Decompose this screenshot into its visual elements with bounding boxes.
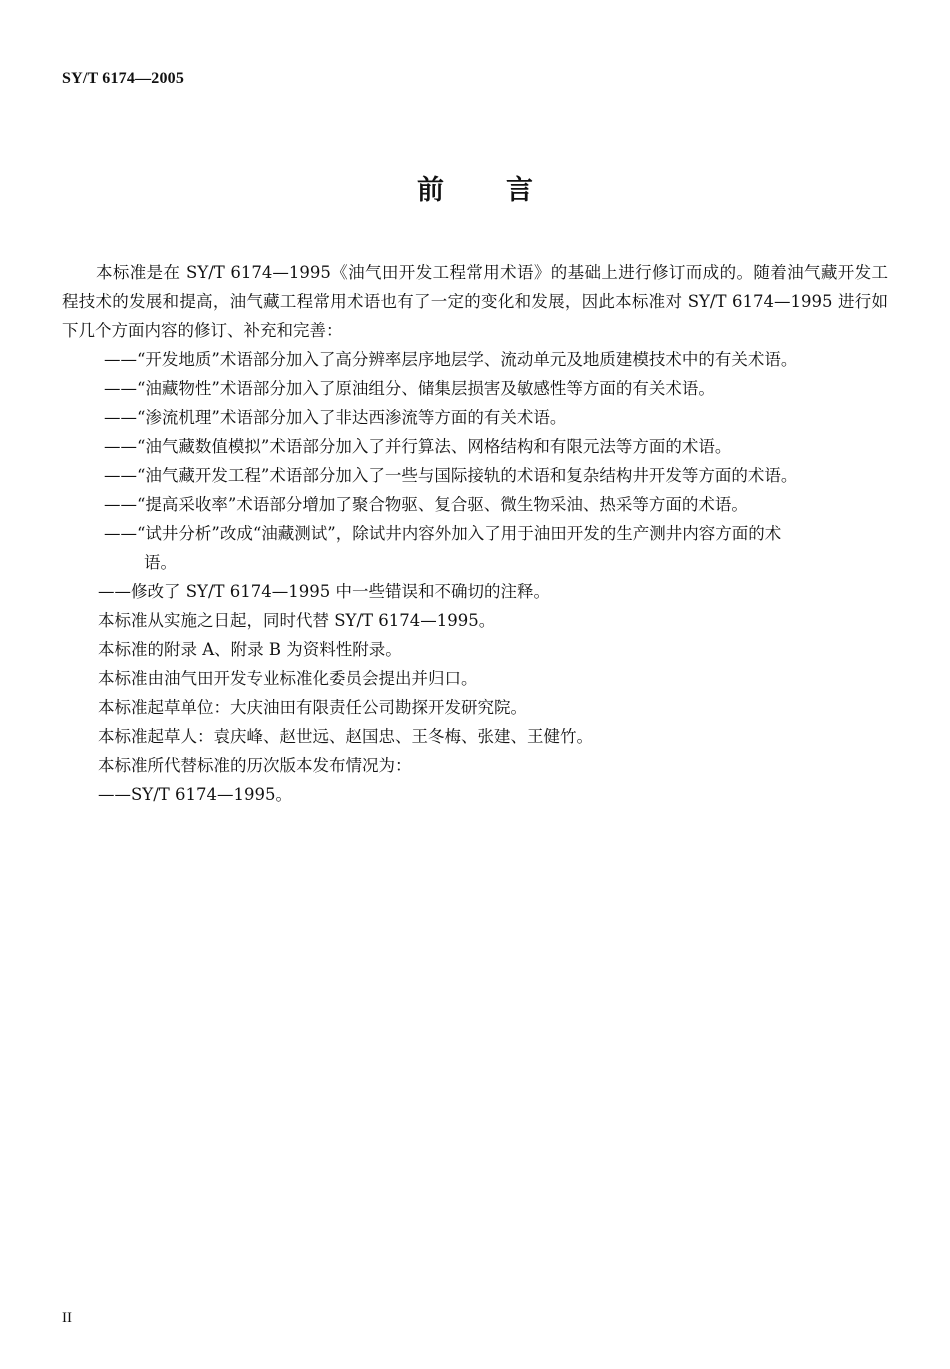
foreword-body [62, 258, 888, 809]
history-item: ——SY/T 6174—1995。 [98, 785, 292, 804]
change-item: ——“油气藏开发工程”术语部分加入了一些与国际接轨的术语和复杂结构井开发等方面的术语。 [104, 466, 798, 485]
change-item: ——“开发地质”术语部分加入了高分辨率层序地层学、流动单元及地质建模技术中的有关术语。 [104, 350, 798, 369]
page-title [0, 168, 950, 207]
statement-line: 本标准由油气田开发专业标准化委员会提出并归口。 [98, 669, 478, 688]
statement-line: 本标准起草单位：大庆油田有限责任公司勘探开发研究院。 [98, 698, 527, 717]
change-item: ——“油藏物性”术语部分加入了原油组分、储集层损害及敏感性等方面的有关术语。 [104, 379, 715, 398]
change-item-first-line: ——“试井分析”改成“油藏测试”，除试井内容外加入了用于油田开发的生产测井内容方面的术 [104, 524, 782, 543]
statement-line: 本标准所代替标准的历次版本发布情况为： [98, 756, 412, 775]
change-item: ——“渗流机理”术语部分加入了非达西渗流等方面的有关术语。 [104, 408, 567, 427]
title-char-1: 前 [417, 175, 444, 206]
statement-line: 本标准从实施之日起，同时代替 SY/T 6174—1995。 [98, 611, 496, 630]
page-number: II [62, 1310, 72, 1326]
standard-code: SY/T 6174—2005 [62, 70, 185, 87]
intro-paragraph: 本标准是在 SY/T 6174—1995《油气田开发工程常用术语》的基础上进行修订而成的。随着油气藏开发工程技术的发展和提高，油气藏工程常用术语也有了一定的变化和发展，因此本标准对 SY/T 6174—1995 进行如下几个方面内容的修订、补充和完善： [62, 263, 888, 340]
change-item-wrapped [62, 519, 888, 577]
change-item: ——修改了 SY/T 6174—1995 中一些错误和不确切的注释。 [98, 582, 550, 601]
statement-line: 本标准起草人：袁庆峰、赵世远、赵国忠、王冬梅、张建、王健竹。 [98, 727, 593, 746]
change-item: ——“提高采收率”术语部分增加了聚合物驱、复合驱、微生物采油、热采等方面的术语。 [104, 495, 748, 514]
change-item-continuation: 语。 [144, 553, 177, 572]
title-char-2: 言 [506, 175, 533, 206]
statement-line: 本标准的附录 A、附录 B 为资料性附录。 [98, 640, 402, 659]
change-item: ——“油气藏数值模拟”术语部分加入了并行算法、网格结构和有限元法等方面的术语。 [104, 437, 732, 456]
